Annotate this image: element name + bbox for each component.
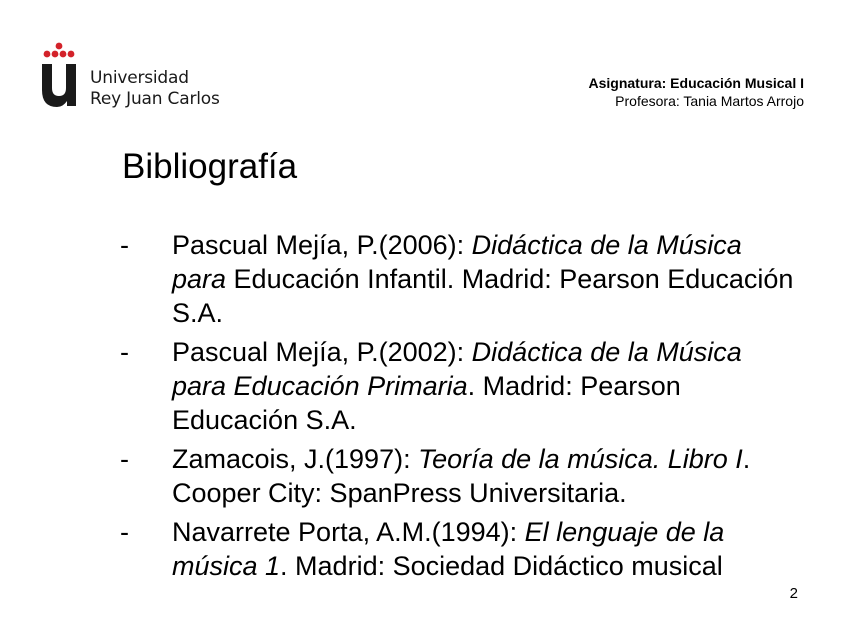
- logo-wordmark: [90, 68, 220, 110]
- reference-details: . Madrid: Pearson Educación S.A.: [172, 371, 681, 435]
- reference-details: Educación Infantil. Madrid: Pearson Educación S.A.: [172, 264, 794, 328]
- reference-author: Zamacois, J.(1997):: [172, 444, 419, 474]
- crown-dot-center-left: [52, 51, 59, 58]
- crown-dots: [44, 43, 75, 58]
- reference-title: Didáctica de la Música para: [172, 230, 742, 294]
- bullet-dash: -: [120, 230, 129, 260]
- course-info: [589, 75, 805, 110]
- crown-dot-top: [56, 43, 63, 50]
- logo-line-1: Universidad: [90, 68, 189, 88]
- subject-label: Asignatura: Educación Musical I: [588, 75, 804, 91]
- reference-author: Pascual Mejía, P.(2006):: [172, 230, 472, 260]
- reference-author: Navarrete Porta, A.M.(1994):: [172, 517, 525, 547]
- bibliography-item: [118, 228, 798, 330]
- u-letter-mark: [42, 64, 76, 107]
- slide-title: Bibliografía: [122, 147, 298, 186]
- crown-dot-left: [44, 51, 51, 58]
- logo-line-2: Rey Juan Carlos: [90, 89, 220, 109]
- crown-dot-right: [68, 51, 75, 58]
- reference-title: Didáctica de la Música para Educación Primaria: [172, 337, 742, 401]
- reference-details: . Cooper City: SpanPress Universitaria.: [172, 444, 751, 508]
- bullet-dash: -: [120, 444, 129, 474]
- bibliography-item: [118, 442, 798, 510]
- teacher-label: Profesora: Tania Martos Arrojo: [615, 93, 804, 109]
- reference-author: Pascual Mejía, P.(2002):: [172, 337, 472, 367]
- bibliography-item: [118, 515, 798, 583]
- bibliography-item: [118, 335, 798, 437]
- crown-dot-center-right: [60, 51, 67, 58]
- urjc-logo-mark: [40, 42, 80, 108]
- reference-details: . Madrid: Sociedad Didáctico musical: [280, 551, 723, 581]
- university-logo: [40, 42, 240, 112]
- bibliography-list: [118, 228, 798, 588]
- reference-title: El lenguaje de la música 1: [172, 517, 725, 581]
- reference-title: Teoría de la música. Libro I: [418, 444, 743, 474]
- bullet-dash: -: [120, 517, 129, 547]
- bullet-dash: -: [120, 337, 129, 367]
- page-number: 2: [789, 585, 798, 602]
